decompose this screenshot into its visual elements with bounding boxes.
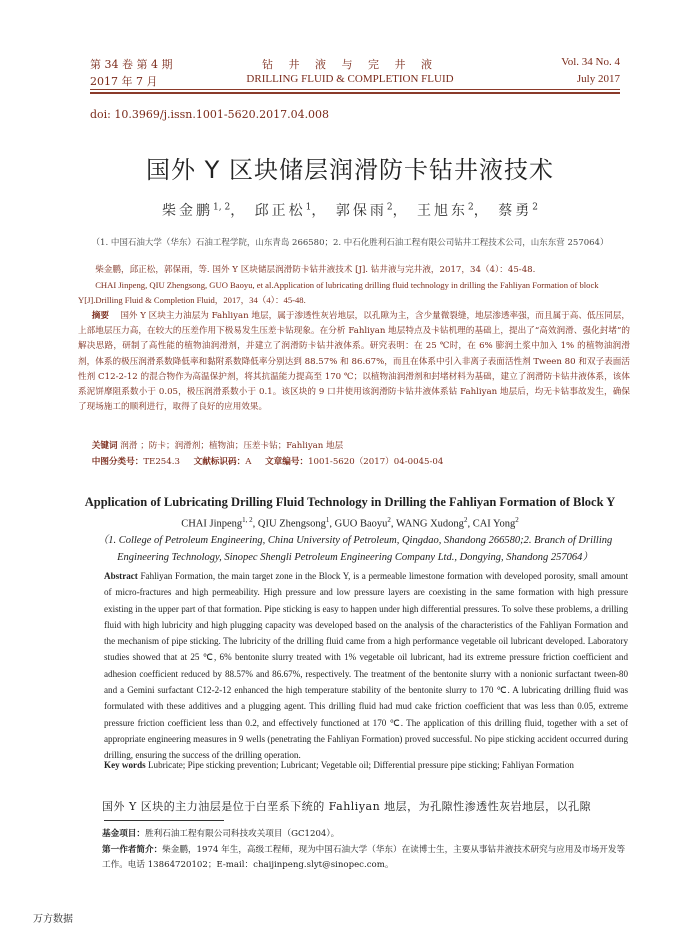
header-journal-en: DRILLING FLUID & COMPLETION FLUID: [246, 73, 454, 85]
clc-value: TE254.3: [143, 457, 180, 467]
author-en: QIU Zhengsong: [257, 518, 326, 530]
author-cn: 郭保雨: [335, 203, 387, 219]
footnote-rule: [104, 820, 224, 821]
authors-en: CHAI Jinpeng$^{1, 2}$, QIU Zhengsong$^1$, GUO Baoyu$^2$, WANG Xudong$^2$, CAI Yong$^2$: [181, 516, 519, 530]
authors-cn: 柴金鹏$^{1, 2}$， 邱正松$^1$， 郭保雨$^2$， 王旭东$^2$， 蔡勇$^2$: [162, 202, 538, 219]
author-en: WANG Xudong: [395, 518, 464, 530]
keywords-en-label: Key words: [104, 760, 146, 770]
abstract-cn: [78, 309, 630, 415]
keywords-cn-label: 关键词: [91, 441, 118, 451]
abstract-cn-label: 摘要: [91, 311, 109, 321]
citation-cn: 柴金鹏，邱正松，郭保雨，等. 国外 Y 区块储层润滑防卡钻井液技术 [J]. 钻井液与完井液，2017，34（4）：45-48.: [95, 265, 536, 275]
article-title-en: Application of Lubricating Drilling Fluid Technology in Drilling the Fahliyan Formation of Block Y: [84, 495, 616, 509]
author-en: CHAI Jinpeng: [181, 518, 243, 530]
header-date-cn: 2017 年 7 月: [90, 75, 158, 88]
footnote-fund: 基金项目：胜利石油工程有限公司科技攻关项目（GC1204）。: [102, 829, 340, 839]
watermark-text: 万方数据: [33, 914, 73, 925]
header-date-en: July 2017: [576, 73, 620, 85]
body-first-line: 国外 Y 区块的主力油层是位于白垩系下统的 Fahliyan 地层，为孔隙性渗透性灰岩地层，以孔隙: [102, 800, 592, 813]
author-en: GUO Baoyu: [334, 518, 388, 530]
citation-block: [78, 263, 630, 309]
abstract-cn-text: 国外 Y 区块主力油层为 Fahliyan 地层，属于渗透性灰岩地层，以孔隙为主，含少量微裂缝，地层渗透率强，而且属于高、低压同层，上部地层压力高，在较大的压差作用下极易发生压差卡钻现象。在分析 Fahliyan 地层特点及卡钻机理的基础上，提出了“高效润滑、强化封堵”的解决思路，研制了高性能的植物油润滑剂，并建立了润滑防卡钻井液体系。研究表明：在 25 ℃时，在 6% 膨润土浆中加入 1% 的植物油润滑剂，体系的极压润滑系数降低率和黏附系数降低率分别达到 88.57% 和 86.67%，而且在体系中引入非离子表面活性剂 Tween 80 和双子表面活性剂 C12-2-12 的混合物作为高温保护剂，将其抗温能力提高至 170 ℃；以植物油润滑剂和封堵材料为基础，建立了润滑防卡钻井液体系，该体系泥饼摩阻系数小于 0.05，极压润滑系数小于 0.1。该区块的 9 口井使用该润滑防卡钻井液体系钻 Fahliyan 地层后，均无卡钻事故发生，确保了现场施工的顺利进行，取得了良好的应用效果。: [78, 311, 630, 413]
abstract-en-text: Fahliyan Formation, the main target zone in the Block Y, is a permeable limestone formation with developed porosity, small amount of micro-fractures and high permeability. High pressure and low pressure layers are coexisting in the same formation with high pressure existing in the upper part of that formation. Pipe sticking is easy to happen under high differential pressures. To solve these problems, a drilling fluid with high lubricity and high plugging capacity was developed based on the analysis of the characteristics of the Fahliyan Formation and the mechanism of pipe sticking. The lubricity of the drilling fluid came from a high performance vegetable oil lubricant developed. Laboratory studies showed that at 25 ℃, 6% bentonite slurry treated with 1% vegetable oil lubricant, had its extreme pressure friction coefficient and adhesion coefficient reduced by 88.57% and 86.67%, respectively. The treatment of the bentonite slurry with a nonionic surfactant tween-80 and a Gemini surfactant C12-2-12 enhanced the high temperature stability of the bentonite slurry to 170 ℃. A lubricating drilling fluid was formulated with these additives and a plugging agent. This drilling fluid had mud cake friction coefficient that was less than 0.05, extreme pressure friction coefficient less than 0.2, and effectively functioned at 170 ℃. The application of this drilling fluid, together with a set of appropriate engineering measures in 9 wells (penetrating the Fahliyan Formation) proved successful. No pipe sticking accident occurred during drilling, ensuring the success of the drilling operation.: [104, 571, 628, 761]
classification-line: 中图分类号：TE254.3 文献标识码：A 文章编号：1001-5620（2017）04-0045-04: [91, 457, 444, 467]
keywords-en: [104, 760, 628, 770]
author-cn: 王旭东: [417, 203, 469, 219]
footnote-author: 第一作者简介：柴金鹏，1974 年生，高级工程师，现为中国石油大学（华东）在读博士生，主要从事钻井液技术研究与应用及市场开发等工作。电话 13864720102；E-mail：chaijinpeng.slyt@sinopec.com。: [102, 845, 626, 870]
author-cn: 柴金鹏: [162, 203, 214, 219]
author-cn: 蔡勇: [498, 203, 533, 219]
article-title-cn: 国外 Y 区块储层润滑防卡钻井液技术: [146, 156, 554, 184]
affiliation-cn: （1. 中国石油大学（华东）石油工程学院，山东青岛 266580；2. 中石化胜利石油工程有限公司钻井工程技术公司，山东东营 257064）: [91, 238, 609, 248]
header-journal-cn: 钻 井 液 与 完 井 液: [262, 58, 438, 71]
abstract-en: [104, 568, 628, 764]
header-rule-thick: [90, 92, 620, 94]
keywords-en-text: Lubricate; Pipe sticking prevention; Lubricant; Vegetable oil; Differential pressure pipe sticking; Fahliyan Formation: [147, 760, 574, 770]
article-number-value: 1001-5620（2017）04-0045-04: [308, 457, 444, 467]
doi: doi: 10.3969/j.issn.1001-5620.2017.04.008: [90, 108, 330, 121]
keywords-cn-text: 润滑 ；防卡；润滑剂；植物油；压差卡钻；Fahliyan 地层: [120, 441, 344, 451]
header-volume-en: Vol. 34 No. 4: [561, 56, 620, 68]
affiliation-en: （1. College of Petroleum Engineering, China University of Petroleum, Qingdao, Shandong 266580;2. Branch of Drilling Engineering Technology, Sinopec Shengli Petroleum Engineering Company Ltd., Dongying, Shandong 257064）: [97, 535, 613, 563]
author-en: CAI Yong: [472, 518, 516, 530]
citation-en: CHAI Jinpeng, QIU Zhengsong, GUO Baoyu, et al.Application of lubricating drilling fluid technology in drilling the Fahliyan Formation of block Y[J].Drilling Fluid & Completion Fluid，2017，34（4）：45-48.: [78, 280, 599, 306]
author-cn: 邱正松: [254, 203, 306, 219]
doc-code-value: A: [245, 457, 252, 467]
header-volume-cn: 第 34 卷 第 4 期: [90, 58, 173, 71]
abstract-en-label: Abstract: [104, 571, 138, 581]
header-rule-thin: [90, 89, 620, 90]
keywords-cn: [78, 439, 630, 454]
